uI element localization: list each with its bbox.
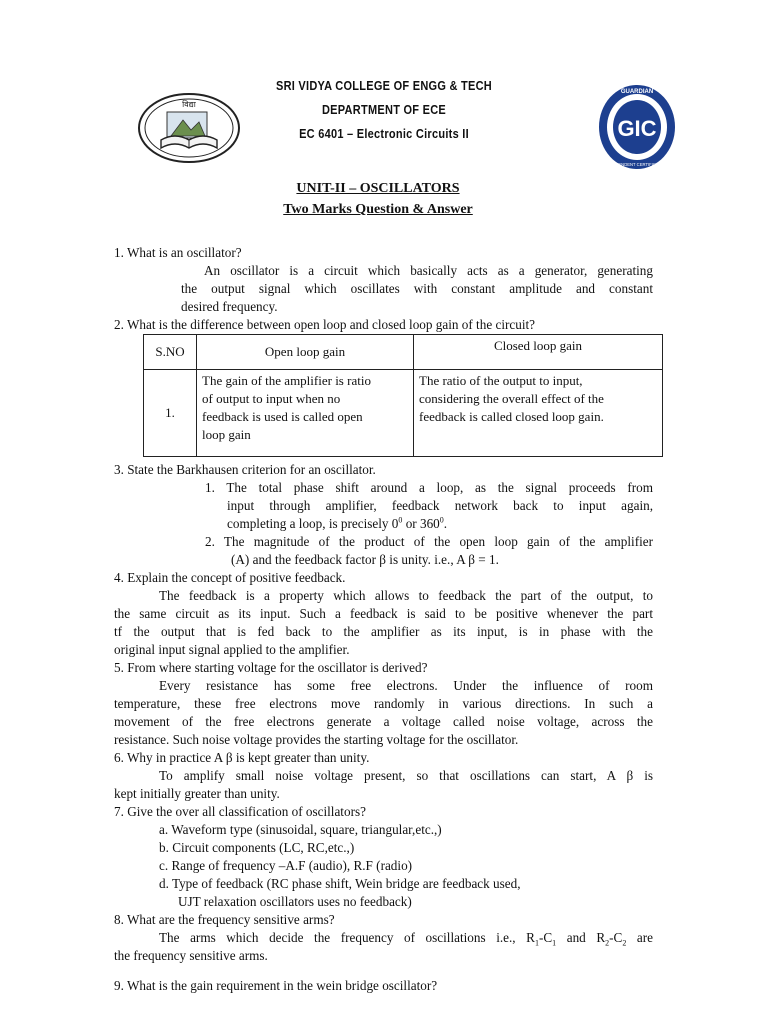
table-cell-sno: 1. xyxy=(144,370,197,457)
text-run: or 360 xyxy=(402,516,440,531)
text-run: and R xyxy=(556,930,606,945)
table-header-row xyxy=(144,335,663,370)
answer-5-line-3: movement of the free electrons generate a voltage called noise voltage, across the xyxy=(114,714,653,729)
table-header-open: Open loop gain xyxy=(197,335,414,370)
logo-letters: GIC xyxy=(617,116,657,141)
department-name: DEPARTMENT OF ECE xyxy=(321,103,447,117)
open-line: The gain of the amplifier is ratio xyxy=(202,373,371,388)
closed-line: The ratio of the output to input, xyxy=(419,373,583,388)
table-header-closed: Closed loop gain xyxy=(414,335,663,370)
barkhausen-point-1-line-3 xyxy=(227,515,447,533)
answer-6-line-1: To amplify small noise voltage present, so that oscillations can start, A β is xyxy=(159,768,653,783)
answer-6-line-2: kept initially greater than unity. xyxy=(114,786,280,801)
answer-5-line-4: resistance. Such noise voltage provides the starting voltage for the oscillator. xyxy=(114,732,519,747)
open-line: feedback is used is called open xyxy=(202,409,363,424)
text-run: . xyxy=(443,516,448,531)
open-line: loop gain xyxy=(202,427,251,442)
classification-item-c: c. Range of frequency –A.F (audio), R.F (radio) xyxy=(159,858,413,873)
degree-sup: 0 xyxy=(398,515,403,525)
question-4: 4. Explain the concept of positive feedback. xyxy=(114,570,346,585)
degree-sup: 0 xyxy=(439,515,444,525)
classification-item-d: d. Type of feedback (RC phase shift, Wein bridge are feedback used, xyxy=(159,876,521,891)
answer-8-line-2: the frequency sensitive arms. xyxy=(114,948,268,963)
subscript: 2 xyxy=(622,938,627,948)
question-5: 5. From where starting voltage for the oscillator is derived? xyxy=(114,660,428,675)
answer-5-line-1: Every resistance has some free electrons. Under the influence of room xyxy=(159,678,653,693)
text-run: are xyxy=(626,930,653,945)
answer-1-line-3: desired frequency. xyxy=(181,299,278,314)
text-run: -C xyxy=(609,930,623,945)
table-row xyxy=(144,370,663,457)
table-header-sno: S.NO xyxy=(144,335,197,370)
answer-1-line-2: the output signal which oscillates with constant amplitude and constant xyxy=(181,281,653,296)
course-title: EC 6401 – Electronic Circuits II xyxy=(299,127,469,141)
answer-4-line-4: original input signal applied to the amplifier. xyxy=(114,642,350,657)
classification-item-d-cont: UJT relaxation oscillators uses no feedback) xyxy=(178,894,412,909)
answer-4-line-1: The feedback is a property which allows to feedback the part of the output, to xyxy=(159,588,653,603)
classification-item-a: a. Waveform type (sinusoidal, square, triangular,etc.,) xyxy=(159,822,442,837)
closed-line: feedback is called closed loop gain. xyxy=(419,409,604,424)
logo-bottom-text: INDEPENDENT CERTIFICATION xyxy=(605,162,669,167)
text-run: -C xyxy=(538,930,553,945)
question-2: 2. What is the difference between open loop and closed loop gain of the circuit? xyxy=(114,317,536,332)
answer-5-line-2: temperature, these free electrons move randomly in various directions. In such a xyxy=(114,696,653,711)
question-3: 3. State the Barkhausen criterion for an oscillator. xyxy=(114,462,376,477)
answer-4-line-2: the same circuit as its input. Such a feedback is said to be positive whenever the part xyxy=(114,606,653,621)
closed-line: considering the overall effect of the xyxy=(419,391,604,406)
barkhausen-point-2-line-2: (A) and the feedback factor β is unity. i.e., A β = 1. xyxy=(231,552,499,567)
answer-4-line-3: tf the output that is fed back to the amplifier as its input, is in phase with the xyxy=(114,624,653,639)
table-cell-open xyxy=(197,370,414,457)
open-line: of output to input when no xyxy=(202,391,341,406)
section-subtitle: Two Marks Question & Answer xyxy=(283,202,473,217)
gain-comparison-table xyxy=(143,334,663,457)
question-7: 7. Give the over all classification of oscillators? xyxy=(114,804,366,819)
table-cell-closed xyxy=(414,370,663,457)
barkhausen-point-1-line-2: input through amplifier, feedback network back to input again, xyxy=(227,498,653,513)
answer-8-line-1 xyxy=(114,929,653,947)
barkhausen-point-1-line-1: 1. The total phase shift around a loop, as the signal proceeds from xyxy=(205,480,653,495)
classification-item-b: b. Circuit components (LC, RC,etc.,) xyxy=(159,840,355,855)
college-logo-text: विद्या xyxy=(182,100,196,109)
college-name: SRI VIDYA COLLEGE OF ENGG & TECH xyxy=(275,79,493,93)
unit-title: UNIT-II – OSCILLATORS xyxy=(296,181,460,196)
question-9: 9. What is the gain requirement in the wein bridge oscillator? xyxy=(114,978,438,993)
barkhausen-point-2-line-1: 2. The magnitude of the product of the open loop gain of the amplifier xyxy=(205,534,653,549)
text-run: completing a loop, is precisely 0 xyxy=(227,516,399,531)
question-6: 6. Why in practice A β is kept greater than unity. xyxy=(114,750,370,765)
subscript: 1 xyxy=(534,938,539,948)
logo-top-text: GUARDIAN xyxy=(620,89,654,95)
question-8: 8. What are the frequency sensitive arms? xyxy=(114,912,335,927)
text-run: The arms which decide the frequency of oscillations i.e., R xyxy=(159,930,535,945)
subscript: 1 xyxy=(552,938,557,948)
answer-1-line-1: An oscillator is a circuit which basically acts as a generator, generating xyxy=(204,263,653,278)
subscript: 2 xyxy=(605,938,610,948)
question-1: 1. What is an oscillator? xyxy=(114,245,242,260)
